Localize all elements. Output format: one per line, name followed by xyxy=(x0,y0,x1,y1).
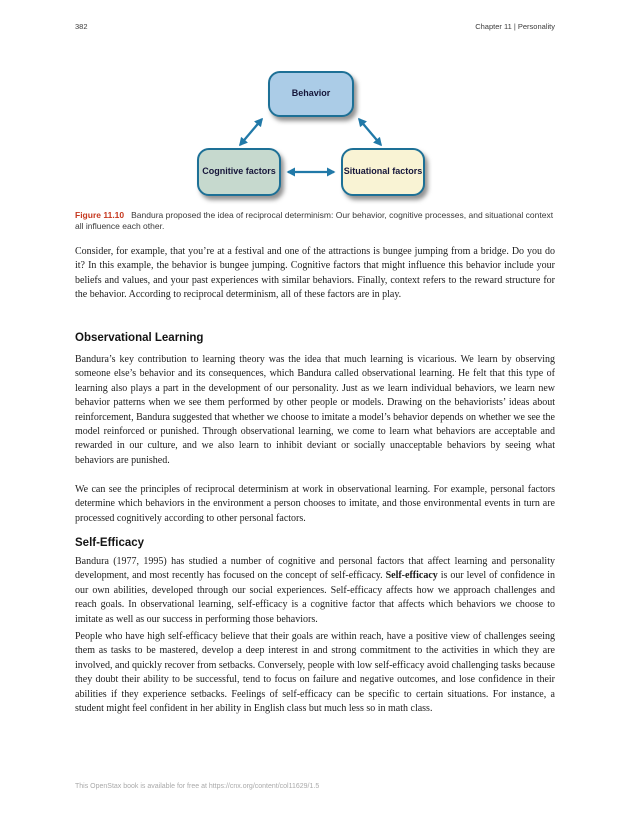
arrow-behavior-situational xyxy=(359,119,381,145)
figure-caption-text: Bandura proposed the idea of reciprocal determinism: Our behavior, cognitive processes, and situational context all influence each other. xyxy=(75,210,554,231)
observational-learning-paragraph-2: We can see the principles of reciprocal determinism at work in observational learning. For example, personal factors determine which behaviors in the environment a person chooses to imitate, and those environmental events in turn are processed cognitively according to other personal factors. xyxy=(75,484,555,524)
diagram-node-cognitive-factors xyxy=(197,148,281,196)
diagram-node-behavior xyxy=(268,71,354,117)
self-efficacy-paragraph-1 xyxy=(75,555,555,627)
arrow-behavior-cognitive xyxy=(240,119,262,145)
self-efficacy-key-term: Self-efficacy xyxy=(385,570,438,582)
self-efficacy-paragraph-2: People who have high self-efficacy believe that their goals are within reach, have a positive view of challenges seeing them as tasks to be mastered, develop a deep interest in and strong commitment to the activities in which they are involved, and quickly recover from setbacks. Conversely, people with low self-efficacy avoid challenging tasks because they doubt their ability to be successful, tend to focus on failure and negative outcomes, and lose confidence in their abilities if they experience setbacks. Feelings of self-efficacy can be specific to certain situations. For instance, a student might feel confident in her ability in English class but much less so in math class. xyxy=(75,631,555,715)
self-efficacy-text-post: is our level of confidence in our own abilities, developed through our social experiences. Self-efficacy affects how we approach challenges and reach goals. In observational learning, self-efficacy is a cognitive factor that affects which behaviors we choose to imitate as well as our success in performing those behaviors. xyxy=(75,570,555,625)
node-label: Behavior xyxy=(291,88,331,99)
reciprocal-determinism-diagram xyxy=(75,60,555,210)
running-header xyxy=(75,22,555,31)
openstax-footer: This OpenStax book is available for free at https://cnx.org/content/col11629/1.5 xyxy=(75,783,320,790)
figure-label: Figure 11.10 xyxy=(75,210,125,220)
node-label: Cognitive factors xyxy=(202,166,276,177)
heading-self-efficacy: Self-Efficacy xyxy=(75,537,145,549)
observational-learning-paragraph-1: Bandura’s key contribution to learning theory was the idea that much learning is vicarious. We learn by observing someone else’s behavior and its consequences, which Bandura called observational learning. He felt that this type of learning also plays a part in the development of our personality. Just as we learn individual behaviors, we learn new behavior patterns when we see them performed by other people or models. Drawing on the behaviorists’ ideas about reinforcement, Bandura suggested that whether we choose to imitate a model’s behavior depends on whether we see the model reinforced or punished. Through observational learning, we come to learn what behaviors are acceptable and rewarded in our culture, and we also learn to inhibit deviant or socially unacceptable behaviors by seeing what behaviors are punished. xyxy=(75,354,555,466)
chapter-title: Chapter 11 | Personality xyxy=(475,22,555,31)
intro-paragraph: Consider, for example, that you’re at a festival and one of the attractions is bungee jumping from a bridge. Do you do it? In this example, the behavior is bungee jumping. Cognitive factors that might influence this behavior include your beliefs and values, and your past experiences with similar behaviors. Finally, context refers to the reward structure for the behavior. According to reciprocal determinism, all of these factors are in play. xyxy=(75,246,555,301)
heading-observational-learning: Observational Learning xyxy=(75,332,204,344)
figure-caption xyxy=(75,210,555,232)
node-label: Situational factors xyxy=(343,166,423,177)
page-number: 382 xyxy=(75,22,88,31)
diagram-node-situational-factors xyxy=(341,148,425,196)
self-efficacy-text-pre: Bandura (1977, 1995) has studied a number of cognitive and personal factors that affect learning and personality development, and most recently has focused on the concept of self-efficacy. xyxy=(75,556,555,582)
